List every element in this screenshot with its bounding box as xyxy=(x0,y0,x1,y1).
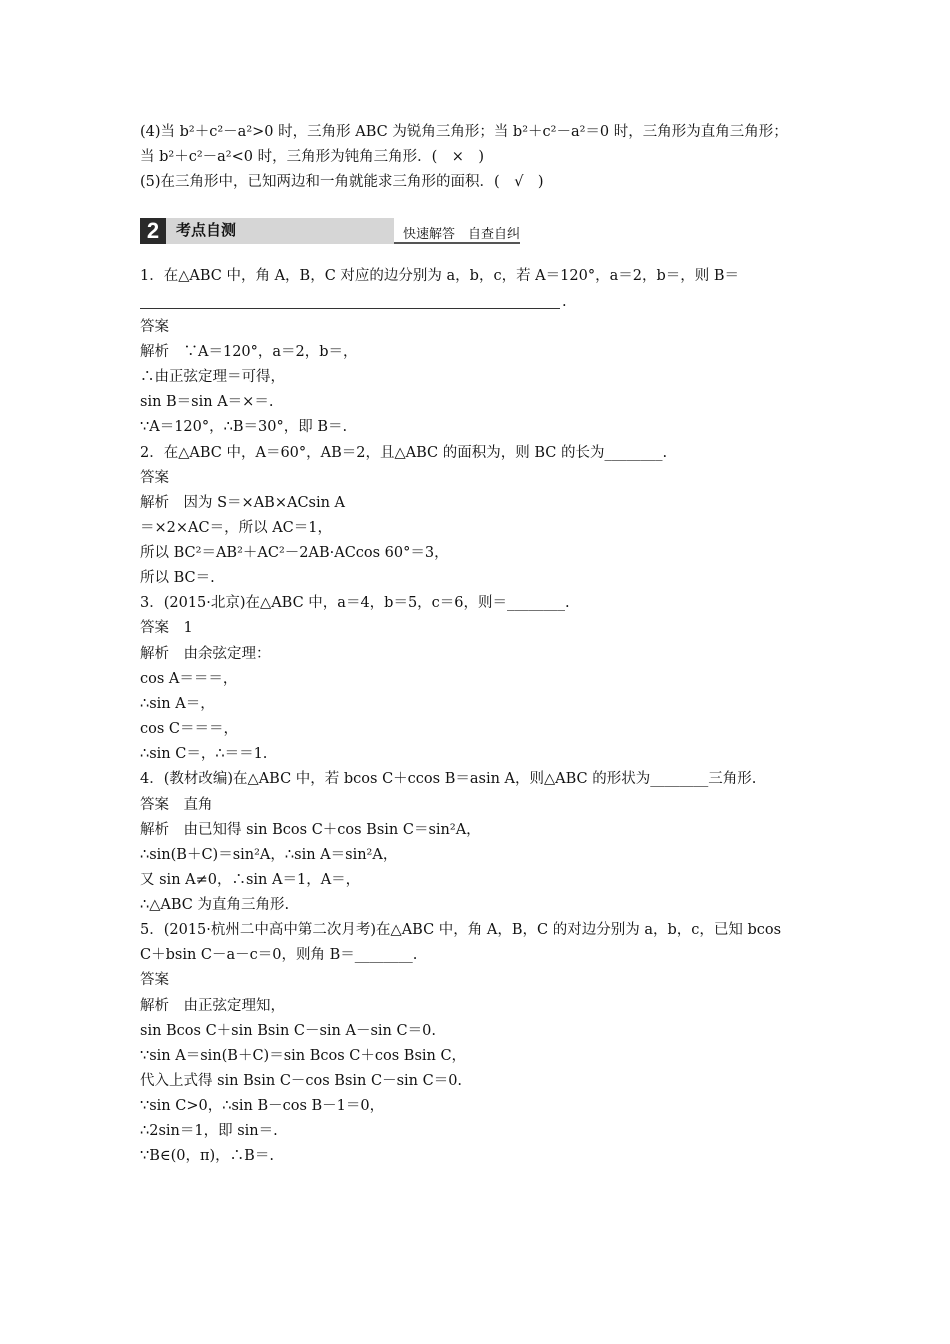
q5-solution-2: sin Bcos C＋sin Bsin C－sin A－sin C＝0. xyxy=(140,1023,436,1039)
q1-solution-1: 解析 ∵A＝120°，a＝2，b＝， xyxy=(140,344,358,360)
q3-solution-1: 解析 由余弦定理： xyxy=(140,646,271,662)
item-5: (5)在三角形中，已知两边和一角就能求三角形的面积．( √ ) xyxy=(140,174,544,190)
q5-solution-5: ∵sin C>0，∴sin B－cos B－1＝0， xyxy=(140,1098,385,1114)
q5-solution-1: 解析 由正弦定理知， xyxy=(140,998,285,1014)
q4-text: 4．(教材改编)在△ABC 中，若 bcos C＋ccos B＝asin A，则△ABC 的形状为________三角形. xyxy=(140,771,757,787)
q3-solution-3: ∴sin A＝， xyxy=(140,696,215,712)
q1-answer: 答案 xyxy=(140,319,169,335)
q2-solution-1: 解析 因为 S＝×AB×ACsin A xyxy=(140,495,346,511)
q2-answer: 答案 xyxy=(140,470,169,486)
q3-solution-4: cos C＝＝＝， xyxy=(140,721,238,737)
q1-solution-2: ∴由正弦定理＝可得， xyxy=(140,369,285,385)
q5-text-line-1: 5．(2015·杭州二中高中第二次月考)在△ABC 中，角 A，B，C 的对边分别为 a，b，c，已知 bcos xyxy=(140,922,782,938)
q1-solution-3: sin B＝sin A＝×＝. xyxy=(140,394,274,410)
section-number-badge: 2 xyxy=(140,218,166,244)
item-4-line-1: (4)当 b²＋c²－a²>0 时，三角形 ABC 为锐角三角形；当 b²＋c²－a²＝0 时，三角形为直角三角形； xyxy=(140,124,788,140)
q5-solution-6: ∴2sin＝1，即 sin＝. xyxy=(140,1123,278,1139)
section-underline xyxy=(394,242,520,244)
q4-solution-1: 解析 由已知得 sin Bcos C＋cos Bsin C＝sin²A， xyxy=(140,822,481,838)
q2-solution-2: ＝×2×AC＝，所以 AC＝1， xyxy=(140,520,332,536)
q4-solution-2: ∴sin(B＋C)＝sin²A，∴sin A＝sin²A， xyxy=(140,847,398,863)
q5-answer: 答案 xyxy=(140,972,169,988)
q1-solution-4: ∵A＝120°，∴B＝30°，即 B＝. xyxy=(140,419,348,435)
q4-solution-3: 又 sin A≠0，∴sin A＝1，A＝， xyxy=(140,872,361,888)
q5-text-line-2: C＋bsin C－a－c＝0，则角 B＝________. xyxy=(140,947,418,963)
q1-blank-period: . xyxy=(562,294,567,310)
section-title: 考点自测 xyxy=(166,218,394,244)
q1-answer-blank xyxy=(140,308,560,309)
q2-solution-4: 所以 BC＝. xyxy=(140,570,215,586)
q2-solution-3: 所以 BC²＝AB²＋AC²－2AB·ACcos 60°＝3， xyxy=(140,545,449,561)
q1-text: 1．在△ABC 中，角 A，B，C 对应的边分别为 a，b，c，若 A＝120°，a＝2，b＝，则 B＝ xyxy=(140,268,739,284)
section-header xyxy=(140,218,520,244)
item-4-line-2: 当 b²＋c²－a²<0 时，三角形为钝角三角形．( × ) xyxy=(140,149,485,165)
q4-answer: 答案 直角 xyxy=(140,797,213,813)
q3-text: 3．(2015·北京)在△ABC 中，a＝4，b＝5，c＝6，则＝________. xyxy=(140,595,570,611)
q3-solution-5: ∴sin C＝，∴＝＝1. xyxy=(140,746,268,762)
q5-solution-7: ∵B∈(0，π)，∴B＝. xyxy=(140,1148,274,1164)
q5-solution-4: 代入上式得 sin Bsin C－cos Bsin C－sin C＝0. xyxy=(140,1073,463,1089)
section-subtitle: 快速解答 自查自纠 xyxy=(402,226,520,241)
q2-text: 2．在△ABC 中，A＝60°，AB＝2，且△ABC 的面积为，则 BC 的长为________. xyxy=(140,445,668,461)
q3-answer: 答案 1 xyxy=(140,620,193,636)
q3-solution-2: cos A＝＝＝， xyxy=(140,671,238,687)
q5-solution-3: ∵sin A＝sin(B＋C)＝sin Bcos C＋cos Bsin C， xyxy=(140,1048,467,1064)
q4-solution-4: ∴△ABC 为直角三角形. xyxy=(140,897,290,913)
